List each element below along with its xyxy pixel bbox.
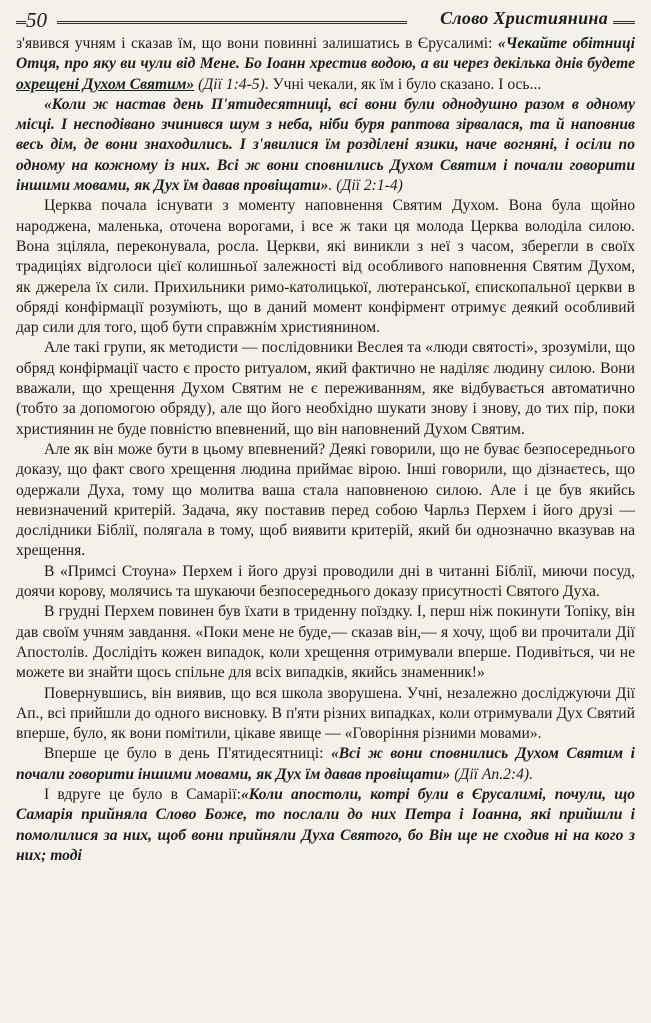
paragraph xyxy=(16,440,635,562)
body-text xyxy=(16,34,635,866)
paragraph xyxy=(16,744,635,785)
page-number: 50 xyxy=(26,8,47,32)
paragraph xyxy=(16,95,635,196)
header-rule-right xyxy=(613,21,635,24)
quote-text: «Чекайте обітниці Отця, про яку ви чули від Мене. Бо Іоанн хрестив водою, а ви через декілька днів будете xyxy=(16,35,635,73)
paragraph-text: Але як він може бути в цьому впевнений? Деякі говорили, що не буває безпосереднього доказу, що факт свого хрещення людина приймає вірою. Інші говорили, що дізнаєтесь, що одержали Духа, тому що молитва ваша стала наповненою силою. Але і це був якийсь невизначений критерій. Задача, яку поставив перед собою Чарльз Перхем і його друзі — дослідники Біблії, полягала в тому, щоб виявити критерій, який би однозначно вказував на хрещення. xyxy=(16,440,635,560)
paragraph xyxy=(16,196,635,338)
paragraph xyxy=(16,34,635,95)
running-header xyxy=(16,6,635,34)
paragraph xyxy=(16,684,635,745)
quote-text: «Коли ж настав день П'ятидесятниці, всі вони були однодушно разом в одному місці. І несподівано зчинився шум з неба, ніби буря раптова зірвалася, та й наповнив весь дім, де вони знаходились. І з'явилися їм розділені язики, наче вогняні, і осіли по одному на кожному із них. Всі ж вони сповнились Духом Святим і почали говорити іншими мовами, як Дух їм давав провіщати» xyxy=(16,95,635,195)
paragraph xyxy=(16,562,635,603)
paragraph-text: Повернувшись, він виявив, що вся школа зворушена. Учні, незалежно досліджуючи Дії Ап., всі прийшли до одного висновку. В п'яти різних випадках, коли отримували Дух Святий вперше, було, як вони помітили, цікаве явище — «Говоріння різними мовами». xyxy=(16,684,635,743)
paragraph xyxy=(16,338,635,439)
scripture-reference: . (Дії 2:1-4) xyxy=(328,177,403,195)
scripture-reference: (Дії Ап.2:4). xyxy=(450,765,533,783)
paragraph-text: В «Примсі Стоуна» Перхем і його друзі проводили дні в читанні Біблії, миючи посуд, доячи корову, молячись та шукаючи безпосереднього доказу присутності Святого Духа. xyxy=(16,562,635,601)
paragraph xyxy=(16,602,635,683)
quote-text: охрещені Духом Святим» xyxy=(16,75,195,93)
header-rule-middle xyxy=(57,21,407,24)
scripture-reference: (Дії 1:4-5) xyxy=(194,75,265,93)
paragraph-text: Вперше це було в день П'ятидесятниці: xyxy=(44,745,331,763)
header-rule-left xyxy=(16,21,26,24)
paragraph-text: Але такі групи, як методисти — послідовники Веслея та «люди святості», зрозуміли, що обряд конфірмації часто є просто ритуалом, який фактично не наділяє людину силою. Вони вважали, що хрещення Духом Святим не є переживанням, яке відбувається автоматично (тобто за допомогою обряду), але що його необхідно шукати знову і знову, до тих пір, поки християнин не буде повністю впевнений, що він наповнений Духом Святим. xyxy=(16,339,635,438)
paragraph xyxy=(16,785,635,866)
quote-text: «Всі ж вони сповнились Духом Святим і почали говорити іншими мовами, як Дух їм давав провіщати» xyxy=(16,745,635,783)
quote-text: «Коли апостоли, котрі були в Єрусалимі, почули, що Самарія прийняла Слово Боже, то послали до них Петра і Іоанна, які прийшли і помолилися за них, щоб вони прийняли Духа Святого, бо Він ще не сходив ні на кого з них; тоді xyxy=(16,785,635,864)
running-title: Слово Християнина xyxy=(440,8,608,28)
paragraph-text: Церква почала існувати з моменту наповнення Святим Духом. Вона була щойно народжена, маленька, оточена ворогами, і все ж таки ця молода Церква володіла силою. Вона зціляла, переконувала, росла. Церкви, які виникли з неї з часом, зберегли в своїх традиціях відголоси цієї колишньої залежності від особливого наповнення Святим Духом, як джерела їх сили. Прихильники римо-католицької, лютеранської, єпископальної церкви в обряді конфірмації розуміють, що в даний момент конфірмент отримує деякий особливий дар сили для того, щоб бути справжнім християнином. xyxy=(16,197,635,337)
paragraph-text: І вдруге це було в Самарії: xyxy=(44,785,241,803)
paragraph-text: з'явився учням і сказав їм, що вони повинні залишатись в Єрусалимі: xyxy=(16,35,498,52)
paragraph-text: В грудні Перхем повинен був їхати в триденну поїздку. І, перш ніж покинути Топіку, він дав своїм учням завдання. «Поки мене не буде,— сказав він,— я хочу, щоб ви прочитали Дії Апостолів. Дослідіть кожен випадок, коли хрещення отримували вперше. Подивіться, чи не можете ви знайти щось спільне для всіх випадків, якийсь знаменник!» xyxy=(16,603,635,682)
paragraph-text: . Учні чекали, як їм і було сказано. І ось... xyxy=(264,75,542,93)
